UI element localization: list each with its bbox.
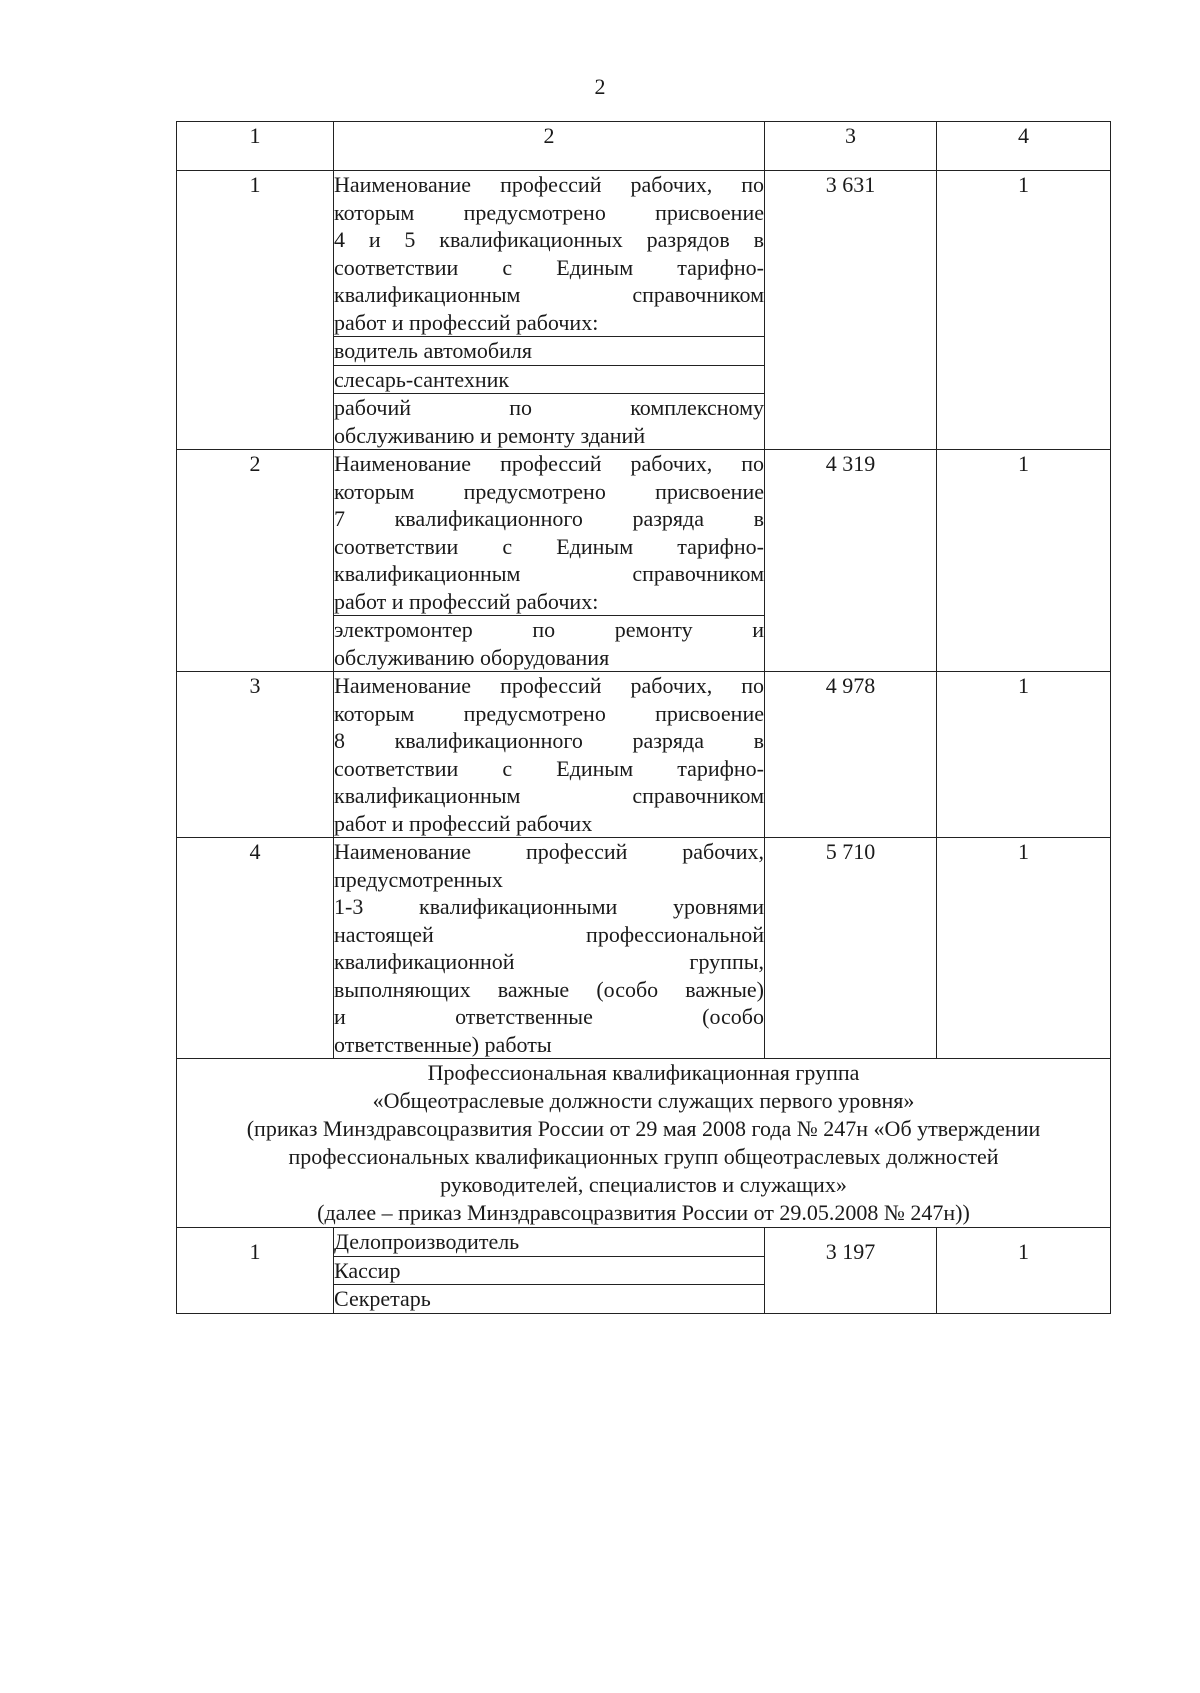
text-line: Наименование профессий рабочих, по [334, 673, 764, 698]
text-line: 4 и 5 квалификационных разрядов в [334, 227, 764, 252]
text-line: обслуживанию и ремонту зданий [334, 422, 646, 448]
text-line: квалификационной группы, [334, 949, 764, 974]
profession-group-cell [334, 450, 765, 616]
row-number-cell: 1 [177, 1228, 334, 1314]
text-line: слесарь-сантехник [334, 366, 510, 392]
text-line: которым предусмотрено присвоение [334, 478, 764, 504]
text-line: соответствии с Единым тарифно- [334, 533, 764, 559]
text-line: и ответственные (особо [334, 1004, 764, 1029]
group-title-line: «Общеотраслевые должности служащих первого уровня» [372, 1088, 915, 1113]
text-line: соответствии с Единым тарифно- [334, 254, 764, 280]
text-line: 8 квалификационного разряда в [334, 728, 764, 753]
text-line: квалификационным справочником [334, 783, 764, 808]
text-line: работ и профессий рабочих: [334, 588, 599, 614]
group-title-line: руководителей, специалистов и служащих» [440, 1172, 847, 1197]
profession-cell [334, 365, 765, 394]
header-cell-2: 2 [334, 122, 765, 171]
salary-table [176, 121, 1111, 1314]
group-title-cell [177, 1059, 1111, 1228]
text-line: квалификационным справочником [334, 561, 764, 586]
row-number-cell: 2 [177, 450, 334, 672]
profession-group-cell [334, 838, 765, 1059]
position-cell: Делопроизводитель [334, 1228, 765, 1257]
group-title-line: (далее – приказ Минздравсоцразвития России от 29.05.2008 № 247н)) [317, 1200, 970, 1225]
profession-group-cell [334, 171, 765, 337]
position-cell: Секретарь [334, 1285, 765, 1314]
profession-cell [334, 337, 765, 366]
row-number-cell: 4 [177, 838, 334, 1059]
text-line: рабочий по комплексному [334, 395, 764, 420]
header-row [177, 122, 1111, 171]
text-line: настоящей профессиональной [334, 921, 764, 947]
text-line: которым предусмотрено присвоение [334, 199, 764, 225]
profession-cell [334, 394, 765, 450]
text-line: ответственные) работы [334, 1031, 552, 1057]
text-line: работ и профессий рабочих [334, 810, 593, 836]
text-line: электромонтер по ремонту и [334, 617, 764, 642]
group-title-line: (приказ Минздравсоцразвития России от 29 мая 2008 года № 247н «Об утверждении [246, 1116, 1041, 1141]
row-number-cell: 3 [177, 672, 334, 838]
salary-table-body [177, 122, 1111, 1314]
salary-value-cell: 3 631 [765, 171, 937, 450]
group-title-line: профессиональных квалификационных групп общеотраслевых должностей [288, 1144, 999, 1169]
text-line: Наименование профессий рабочих, [334, 839, 764, 864]
text-line: обслуживанию оборудования [334, 644, 610, 670]
position-row [177, 1228, 1111, 1257]
text-line: выполняющих важные (особо важные) [334, 976, 764, 1002]
text-line: соответствии с Единым тарифно- [334, 755, 764, 781]
salary-value-cell: 5 710 [765, 838, 937, 1059]
coefficient-cell: 1 [937, 838, 1111, 1059]
salary-value-cell: 3 197 [765, 1228, 937, 1314]
text-line: предусмотренных [334, 866, 503, 892]
table-row [177, 171, 1111, 337]
header-cell-1: 1 [177, 122, 334, 171]
coefficient-cell: 1 [937, 1228, 1111, 1314]
coefficient-cell: 1 [937, 672, 1111, 838]
text-line: квалификационным справочником [334, 282, 764, 307]
text-line: 1-3 квалификационными уровнями [334, 894, 764, 919]
text-line: которым предусмотрено присвоение [334, 700, 764, 726]
table-row [177, 450, 1111, 616]
text-line: Наименование профессий рабочих, по [334, 451, 764, 476]
text-line: 7 квалификационного разряда в [334, 506, 764, 531]
text-line: Наименование профессий рабочих, по [334, 172, 764, 197]
profession-cell [334, 616, 765, 672]
page-number: 2 [594, 74, 606, 99]
salary-value-cell: 4 319 [765, 450, 937, 672]
coefficient-cell: 1 [937, 450, 1111, 672]
coefficient-cell: 1 [937, 171, 1111, 450]
group-title-row [177, 1059, 1111, 1228]
table-row [177, 672, 1111, 838]
profession-group-cell [334, 672, 765, 838]
salary-value-cell: 4 978 [765, 672, 937, 838]
text-line: водитель автомобиля [334, 338, 532, 363]
row-number-cell: 1 [177, 171, 334, 450]
header-cell-3: 3 [765, 122, 937, 171]
position-cell: Кассир [334, 1256, 765, 1285]
text-line: работ и профессий рабочих: [334, 309, 599, 335]
group-title-line: Профессиональная квалификационная группа [427, 1060, 860, 1085]
header-cell-4: 4 [937, 122, 1111, 171]
table-row [177, 838, 1111, 1059]
